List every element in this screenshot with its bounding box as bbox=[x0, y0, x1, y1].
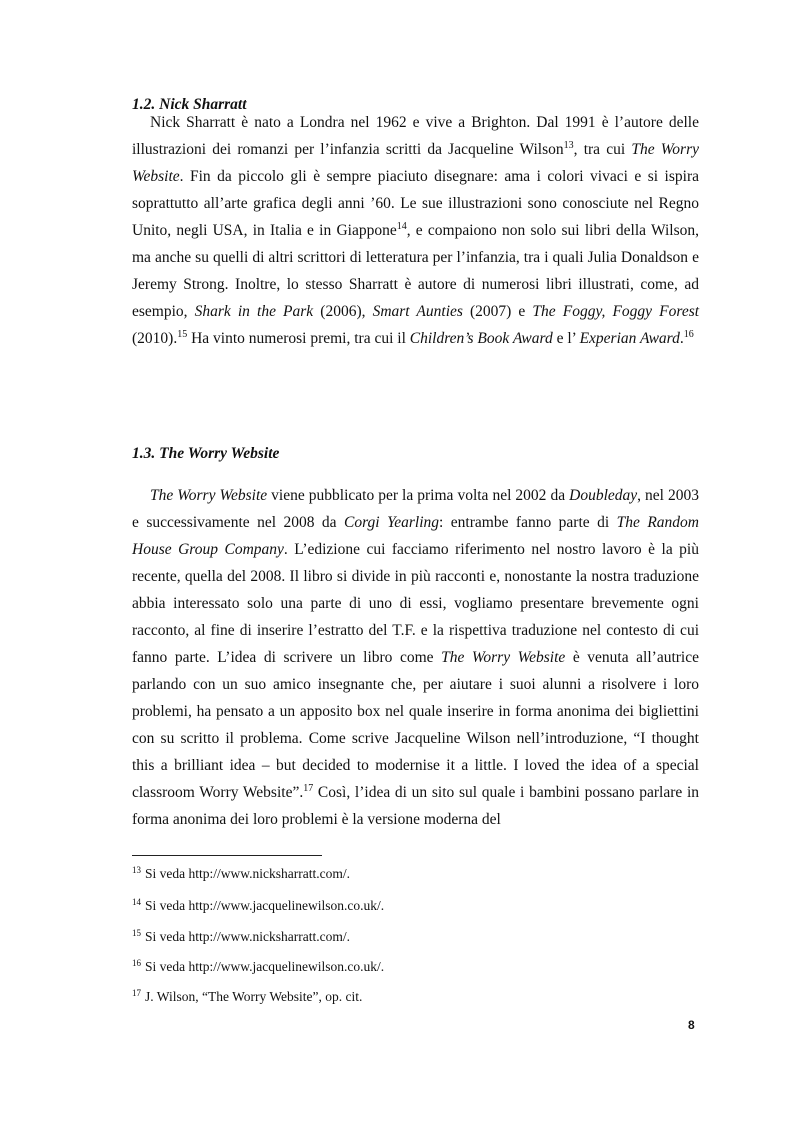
text-span: . Fin da piccolo gli è sempre piaciuto disegnare: ama i colori vivaci e si ispira soprattutto all’arte grafica degli anni ’60. Le sue illustrazioni sono conosciute nel Regno Unito, negli USA, in Italia e in Giappone bbox=[132, 168, 699, 239]
footnote-ref: 13 bbox=[563, 139, 574, 151]
text-span: Nick Sharratt è nato a Londra nel 1962 e vive a Brighton. Dal 1991 è l’autore delle illustrazioni dei romanzi per l’infanzia scritti da Jacqueline Wilson bbox=[132, 114, 699, 158]
text-span: è venuta all’autrice parlando con un suo amico insegnante che, per aiutare i suoi alunni a risolvere i loro problemi, ha pensato a un apposito box nel quale inserire in forma anonima dei bigliettini con su scritto il problema. Come scrive Jacqueline Wilson nell’introduzione, “I thought this a brilliant idea – but decided to modernise it a little. I loved the idea of a special classroom Worry Website”. bbox=[132, 649, 699, 801]
footnote-separator bbox=[132, 855, 322, 856]
text-span: , nel 2003 e successivamente nel 2008 da bbox=[132, 487, 700, 531]
text-span: e l’ bbox=[552, 330, 580, 347]
text-span: Così, l’idea di un sito sul quale i bambini possano parlare in forma anonima dei loro problemi è la versione moderna del bbox=[132, 784, 699, 828]
publisher-name: Doubleday bbox=[569, 487, 638, 504]
paragraph-nick-sharratt bbox=[132, 109, 699, 352]
text-span: , e compaiono non solo sui libri della Wilson, ma anche su quelli di altri scrittori di letteratura per l’infanzia, tra i quali Julia Donaldson e Jeremy Strong. Inoltre, lo stesso Sharratt è autore di numerosi libri illustrati, come, ad esempio, bbox=[132, 222, 699, 320]
footnote-number: 15 bbox=[132, 927, 141, 938]
footnote-ref: 14 bbox=[396, 220, 407, 232]
award-name: Experian Award bbox=[579, 330, 680, 347]
text-span: (2006), bbox=[313, 303, 373, 320]
section-heading-nick-sharratt: 1.2. Nick Sharratt bbox=[132, 96, 247, 113]
footnote-13 bbox=[132, 865, 350, 883]
text-span: (2010). bbox=[132, 330, 178, 347]
footnote-text: Si veda http://www.jacquelinewilson.co.uk/. bbox=[145, 898, 385, 913]
paragraph-worry-website bbox=[132, 482, 699, 833]
footnote-15 bbox=[132, 928, 350, 946]
publisher-name: The Random House Group Company bbox=[132, 514, 699, 558]
text-span: (2007) e bbox=[462, 303, 533, 320]
footnote-text: Si veda http://www.nicksharratt.com/. bbox=[145, 929, 350, 944]
text-span: , tra cui bbox=[573, 141, 632, 158]
footnote-ref: 17 bbox=[303, 782, 314, 794]
footnote-text: Si veda http://www.jacquelinewilson.co.uk/. bbox=[145, 959, 385, 974]
book-title: The Worry Website bbox=[441, 649, 566, 666]
footnote-number: 16 bbox=[132, 957, 141, 968]
section-heading-worry-website: 1.3. The Worry Website bbox=[132, 445, 280, 462]
text-span: . bbox=[679, 330, 684, 347]
footnote-number: 14 bbox=[132, 896, 141, 907]
award-name: Children’s Book Award bbox=[409, 330, 553, 347]
text-span: Ha vinto numerosi premi, tra cui il bbox=[187, 330, 410, 347]
book-title: The Worry Website bbox=[132, 141, 699, 185]
publisher-name: Corgi Yearling bbox=[344, 514, 440, 531]
footnote-number: 17 bbox=[132, 987, 141, 998]
book-title: The Worry Website bbox=[150, 487, 268, 504]
footnote-text: J. Wilson, “The Worry Website”, op. cit. bbox=[145, 989, 363, 1004]
footnote-ref: 16 bbox=[683, 328, 694, 340]
footnote-17 bbox=[132, 988, 362, 1006]
book-title: The Foggy, Foggy Forest bbox=[532, 303, 700, 320]
footnote-ref: 15 bbox=[177, 328, 188, 340]
book-title: Shark in the Park bbox=[194, 303, 314, 320]
footnote-16 bbox=[132, 958, 384, 976]
footnote-14 bbox=[132, 897, 384, 915]
footnote-text: Si veda http://www.nicksharratt.com/. bbox=[145, 866, 350, 881]
footnote-number: 13 bbox=[132, 864, 141, 875]
text-span: : entrambe fanno parte di bbox=[439, 514, 617, 531]
book-title: Smart Aunties bbox=[372, 303, 463, 320]
page-number: 8 bbox=[688, 1018, 695, 1032]
text-span: viene pubblicato per la prima volta nel 2002 da bbox=[267, 487, 570, 504]
text-span: . L’edizione cui facciamo riferimento nel nostro lavoro è la più recente, quella del 2008. Il libro si divide in più racconti e, nonostante la nostra traduzione abbia interessato solo una parte di uno di essi, vogliamo presentare brevemente ogni racconto, al fine di inserire l’estratto del T.F. e la rispettiva traduzione nel contesto di cui fanno parte. L’idea di scrivere un libro come bbox=[132, 541, 699, 666]
